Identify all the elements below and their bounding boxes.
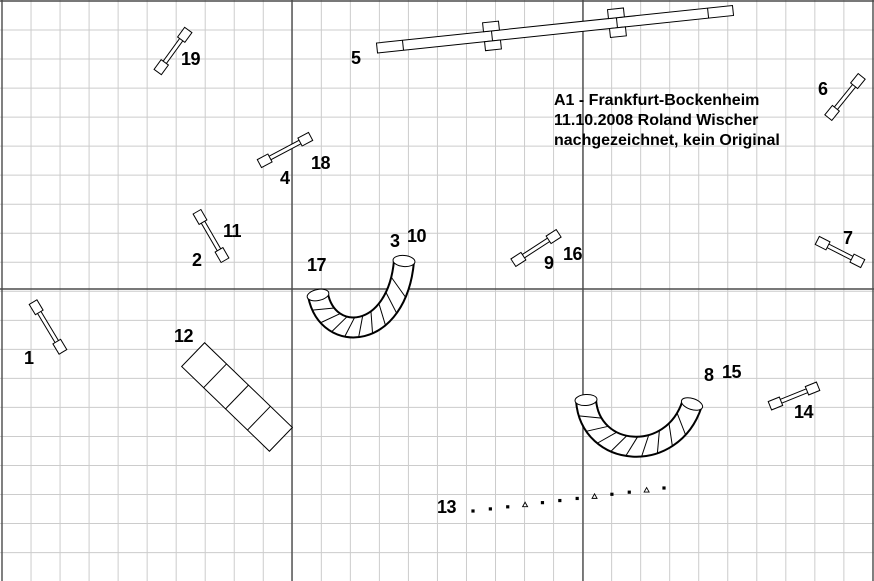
obstacle-number-label-9: 9 xyxy=(544,253,554,273)
course-info-line3: nachgezeichnet, kein Original xyxy=(554,132,780,149)
obstacle-weave-13 xyxy=(471,486,665,512)
obstacle-jump-1 xyxy=(29,300,67,354)
obstacle-number-label-18: 18 xyxy=(311,153,331,173)
obstacle-number-label-4: 4 xyxy=(280,168,290,188)
obstacle-jump-7 xyxy=(815,236,865,267)
obstacle-number-label-1: 1 xyxy=(24,348,34,368)
obstacle-number-label-6: 6 xyxy=(818,79,828,99)
obstacle-number-label-7: 7 xyxy=(843,228,853,248)
course-info-line2: 11.10.2008 Roland Wischer xyxy=(554,112,759,129)
obstacle-number-label-16: 16 xyxy=(563,244,583,264)
course-info-text xyxy=(554,91,780,151)
obstacle-number-label-10: 10 xyxy=(407,226,427,246)
obstacle-jump-6 xyxy=(825,74,865,121)
obstacle-number-label-11: 11 xyxy=(223,221,242,241)
obstacle-number-label-19: 19 xyxy=(181,49,201,69)
obstacle-number-label-17: 17 xyxy=(307,255,327,275)
obstacle-tunnel-8-15 xyxy=(575,394,705,457)
obstacle-jump-4-18 xyxy=(257,132,312,167)
obstacle-number-label-13: 13 xyxy=(437,497,457,517)
obstacle-number-label-14: 14 xyxy=(794,402,814,422)
obstacle-dogwalk-5 xyxy=(376,6,733,53)
obstacle-number-label-5: 5 xyxy=(351,48,361,68)
obstacle-number-label-12: 12 xyxy=(174,326,194,346)
obstacle-collapsed-tunnel-12 xyxy=(182,343,293,451)
obstacle-number-label-8: 8 xyxy=(704,365,714,385)
obstacle-number-label-15: 15 xyxy=(722,362,742,382)
course-info-line1: A1 - Frankfurt-Bockenheim xyxy=(554,92,760,109)
obstacle-number-label-3: 3 xyxy=(390,231,400,251)
obstacle-number-label-2: 2 xyxy=(192,250,202,270)
